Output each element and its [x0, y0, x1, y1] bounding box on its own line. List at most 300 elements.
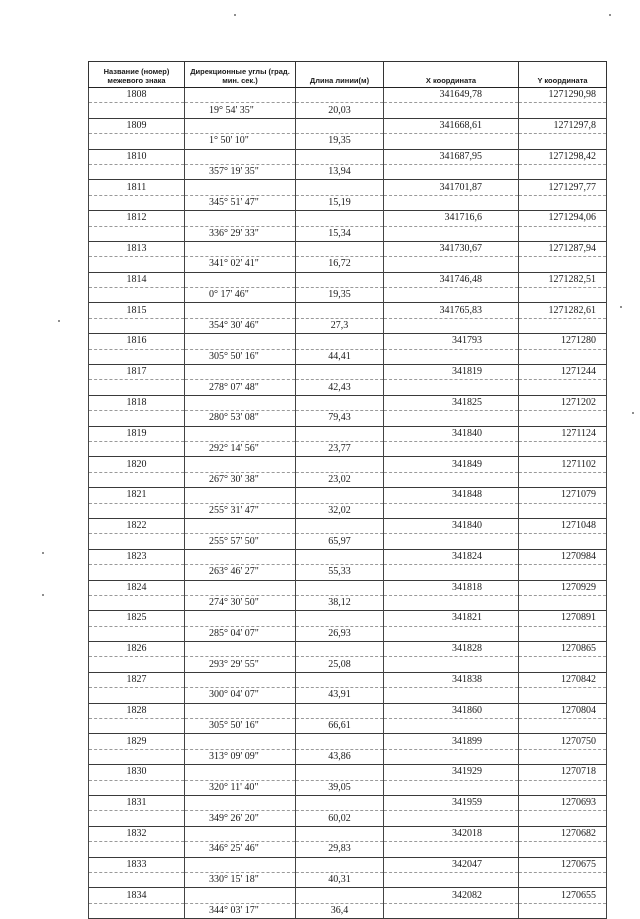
- cell-x-coordinate: 341765,83: [384, 303, 519, 318]
- cell-mark-name: 1820: [89, 457, 185, 472]
- cell-y-coordinate: [519, 719, 607, 734]
- cell-mark-name: [89, 134, 185, 149]
- cell-y-coordinate: [519, 288, 607, 303]
- cell-y-coordinate: 1270750: [519, 734, 607, 749]
- cell-mark-name: [89, 565, 185, 580]
- cell-angle: 344° 03' 17": [185, 903, 296, 918]
- cell-mark-name: [89, 780, 185, 795]
- cell-length: 40,31: [296, 872, 384, 887]
- cell-mark-name: [89, 657, 185, 672]
- cell-x-coordinate: [384, 811, 519, 826]
- cell-x-coordinate: [384, 657, 519, 672]
- cell-x-coordinate: [384, 749, 519, 764]
- cell-mark-name: [89, 318, 185, 333]
- cell-mark-name: [89, 842, 185, 857]
- table-row-mark: [89, 272, 607, 287]
- cell-mark-name: 1822: [89, 518, 185, 533]
- table-row-segment: [89, 380, 607, 395]
- cell-y-coordinate: 1271244: [519, 365, 607, 380]
- cell-y-coordinate: [519, 811, 607, 826]
- cell-y-coordinate: [519, 842, 607, 857]
- table-row-segment: [89, 288, 607, 303]
- cell-mark-name: 1817: [89, 365, 185, 380]
- cell-x-coordinate: [384, 626, 519, 641]
- cell-x-coordinate: [384, 903, 519, 918]
- cell-mark-name: 1819: [89, 426, 185, 441]
- table-row-mark: [89, 826, 607, 841]
- cell-angle: [185, 149, 296, 164]
- cell-mark-name: 1832: [89, 826, 185, 841]
- table-row-mark: [89, 672, 607, 687]
- cell-angle: 293° 29' 55": [185, 657, 296, 672]
- table-row-mark: [89, 611, 607, 626]
- cell-mark-name: 1834: [89, 888, 185, 903]
- table-row-segment: [89, 626, 607, 641]
- scan-speck: [632, 412, 634, 414]
- cell-y-coordinate: [519, 780, 607, 795]
- table-row-mark: [89, 580, 607, 595]
- cell-mark-name: [89, 903, 185, 918]
- cell-y-coordinate: 1271048: [519, 518, 607, 533]
- table-row-mark: [89, 888, 607, 903]
- cell-y-coordinate: [519, 657, 607, 672]
- table-row-segment: [89, 318, 607, 333]
- cell-y-coordinate: 1270718: [519, 765, 607, 780]
- cell-mark-name: 1823: [89, 549, 185, 564]
- cell-x-coordinate: [384, 503, 519, 518]
- table-row-mark: [89, 703, 607, 718]
- cell-mark-name: [89, 472, 185, 487]
- cell-angle: 357° 19' 35": [185, 164, 296, 179]
- cell-angle: [185, 365, 296, 380]
- header-x-coordinate: X координата: [384, 62, 519, 88]
- cell-angle: [185, 857, 296, 872]
- cell-angle: [185, 642, 296, 657]
- cell-mark-name: 1810: [89, 149, 185, 164]
- cell-length: [296, 211, 384, 226]
- table-row-segment: [89, 472, 607, 487]
- cell-x-coordinate: 341840: [384, 426, 519, 441]
- cell-x-coordinate: 341899: [384, 734, 519, 749]
- cell-angle: 255° 31' 47": [185, 503, 296, 518]
- cell-mark-name: [89, 595, 185, 610]
- cell-y-coordinate: 1270693: [519, 795, 607, 810]
- cell-x-coordinate: 341819: [384, 365, 519, 380]
- cell-y-coordinate: 1271282,61: [519, 303, 607, 318]
- cell-mark-name: [89, 349, 185, 364]
- cell-length: [296, 334, 384, 349]
- cell-length: [296, 303, 384, 318]
- cell-length: [296, 180, 384, 195]
- cell-y-coordinate: 1270865: [519, 642, 607, 657]
- cell-mark-name: 1833: [89, 857, 185, 872]
- cell-length: [296, 888, 384, 903]
- cell-angle: 354° 30' 46": [185, 318, 296, 333]
- cell-angle: 263° 46' 27": [185, 565, 296, 580]
- cell-angle: [185, 211, 296, 226]
- cell-length: 60,02: [296, 811, 384, 826]
- cell-length: 38,12: [296, 595, 384, 610]
- scan-speck: [234, 14, 236, 16]
- table-row-segment: [89, 103, 607, 118]
- cell-y-coordinate: [519, 565, 607, 580]
- cell-x-coordinate: [384, 134, 519, 149]
- cell-x-coordinate: 341821: [384, 611, 519, 626]
- table-row-segment: [89, 257, 607, 272]
- cell-length: [296, 149, 384, 164]
- cell-length: [296, 826, 384, 841]
- table-row-mark: [89, 518, 607, 533]
- cell-y-coordinate: [519, 195, 607, 210]
- cell-angle: 349° 26' 20": [185, 811, 296, 826]
- cell-angle: 267° 30' 38": [185, 472, 296, 487]
- cell-length: 15,34: [296, 226, 384, 241]
- cell-y-coordinate: 1271282,51: [519, 272, 607, 287]
- table-row-segment: [89, 842, 607, 857]
- cell-y-coordinate: [519, 595, 607, 610]
- cell-x-coordinate: 342047: [384, 857, 519, 872]
- cell-y-coordinate: [519, 318, 607, 333]
- cell-x-coordinate: 341701,87: [384, 180, 519, 195]
- cell-mark-name: 1814: [89, 272, 185, 287]
- cell-length: 44,41: [296, 349, 384, 364]
- cell-y-coordinate: [519, 380, 607, 395]
- cell-y-coordinate: 1270842: [519, 672, 607, 687]
- table-row-segment: [89, 164, 607, 179]
- table-row-mark: [89, 180, 607, 195]
- cell-x-coordinate: 342018: [384, 826, 519, 841]
- header-angles: Дирекционные углы (град. мин. сек.): [185, 62, 296, 88]
- table-row-segment: [89, 688, 607, 703]
- cell-y-coordinate: 1270675: [519, 857, 607, 872]
- cell-mark-name: [89, 103, 185, 118]
- cell-mark-name: 1808: [89, 88, 185, 103]
- cell-mark-name: [89, 288, 185, 303]
- cell-length: [296, 857, 384, 872]
- cell-mark-name: [89, 257, 185, 272]
- cell-angle: [185, 334, 296, 349]
- cell-length: 43,86: [296, 749, 384, 764]
- cell-length: 36,4: [296, 903, 384, 918]
- cell-mark-name: [89, 503, 185, 518]
- cell-length: 23,77: [296, 441, 384, 456]
- cell-x-coordinate: 341838: [384, 672, 519, 687]
- cell-x-coordinate: [384, 226, 519, 241]
- cell-angle: [185, 765, 296, 780]
- cell-angle: 255° 57' 50": [185, 534, 296, 549]
- cell-length: [296, 549, 384, 564]
- cell-mark-name: [89, 534, 185, 549]
- cell-length: 32,02: [296, 503, 384, 518]
- table-header: [89, 62, 607, 88]
- table-row-segment: [89, 134, 607, 149]
- cell-y-coordinate: 1270655: [519, 888, 607, 903]
- cell-angle: [185, 118, 296, 133]
- cell-x-coordinate: 341716,6: [384, 211, 519, 226]
- cell-angle: [185, 241, 296, 256]
- cell-angle: [185, 795, 296, 810]
- boundary-marks-table: [88, 61, 607, 919]
- cell-y-coordinate: [519, 226, 607, 241]
- table-row-mark: [89, 303, 607, 318]
- cell-y-coordinate: 1270682: [519, 826, 607, 841]
- table-row-mark: [89, 118, 607, 133]
- cell-mark-name: 1828: [89, 703, 185, 718]
- cell-length: [296, 611, 384, 626]
- cell-mark-name: [89, 626, 185, 641]
- cell-mark-name: 1830: [89, 765, 185, 780]
- cell-y-coordinate: [519, 441, 607, 456]
- cell-x-coordinate: [384, 872, 519, 887]
- cell-length: 29,83: [296, 842, 384, 857]
- cell-length: 39,05: [296, 780, 384, 795]
- cell-angle: [185, 518, 296, 533]
- table-row-segment: [89, 441, 607, 456]
- table-row-segment: [89, 195, 607, 210]
- cell-length: [296, 365, 384, 380]
- table-row-mark: [89, 549, 607, 564]
- cell-y-coordinate: [519, 349, 607, 364]
- cell-x-coordinate: 341668,61: [384, 118, 519, 133]
- cell-y-coordinate: [519, 626, 607, 641]
- table-row-segment: [89, 903, 607, 918]
- cell-x-coordinate: [384, 842, 519, 857]
- cell-length: 25,08: [296, 657, 384, 672]
- cell-x-coordinate: 342082: [384, 888, 519, 903]
- cell-length: 16,72: [296, 257, 384, 272]
- cell-mark-name: 1811: [89, 180, 185, 195]
- cell-mark-name: 1809: [89, 118, 185, 133]
- table-row-segment: [89, 226, 607, 241]
- cell-y-coordinate: [519, 688, 607, 703]
- cell-angle: [185, 611, 296, 626]
- cell-y-coordinate: 1270891: [519, 611, 607, 626]
- cell-angle: 313° 09' 09": [185, 749, 296, 764]
- cell-angle: [185, 826, 296, 841]
- header-y-coordinate: Y координата: [519, 62, 607, 88]
- cell-length: 27,3: [296, 318, 384, 333]
- table-row-segment: [89, 534, 607, 549]
- cell-mark-name: [89, 811, 185, 826]
- cell-mark-name: [89, 226, 185, 241]
- cell-angle: 305° 50' 16": [185, 719, 296, 734]
- cell-x-coordinate: [384, 688, 519, 703]
- table-row-mark: [89, 211, 607, 226]
- cell-length: [296, 488, 384, 503]
- table-row-segment: [89, 719, 607, 734]
- cell-angle: 278° 07' 48": [185, 380, 296, 395]
- cell-mark-name: 1827: [89, 672, 185, 687]
- table-row-segment: [89, 503, 607, 518]
- cell-length: 55,33: [296, 565, 384, 580]
- cell-angle: 320° 11' 40": [185, 780, 296, 795]
- cell-angle: [185, 488, 296, 503]
- table-row-segment: [89, 595, 607, 610]
- cell-mark-name: 1831: [89, 795, 185, 810]
- cell-length: [296, 426, 384, 441]
- table-row-mark: [89, 488, 607, 503]
- cell-y-coordinate: 1271102: [519, 457, 607, 472]
- cell-y-coordinate: 1271124: [519, 426, 607, 441]
- cell-length: [296, 395, 384, 410]
- table-row-segment: [89, 657, 607, 672]
- cell-y-coordinate: 1271297,77: [519, 180, 607, 195]
- cell-length: 43,91: [296, 688, 384, 703]
- cell-angle: 336° 29' 33": [185, 226, 296, 241]
- cell-angle: 330° 15' 18": [185, 872, 296, 887]
- cell-angle: 345° 51' 47": [185, 195, 296, 210]
- cell-mark-name: [89, 195, 185, 210]
- cell-length: 26,93: [296, 626, 384, 641]
- table-row-mark: [89, 149, 607, 164]
- cell-x-coordinate: [384, 318, 519, 333]
- cell-mark-name: 1824: [89, 580, 185, 595]
- table-row-mark: [89, 365, 607, 380]
- cell-y-coordinate: [519, 164, 607, 179]
- cell-mark-name: 1821: [89, 488, 185, 503]
- cell-y-coordinate: [519, 749, 607, 764]
- cell-x-coordinate: [384, 411, 519, 426]
- cell-angle: [185, 549, 296, 564]
- table-row-mark: [89, 795, 607, 810]
- cell-x-coordinate: [384, 595, 519, 610]
- cell-x-coordinate: 341825: [384, 395, 519, 410]
- cell-angle: [185, 672, 296, 687]
- scan-speck: [620, 306, 622, 308]
- cell-mark-name: 1816: [89, 334, 185, 349]
- table-row-mark: [89, 334, 607, 349]
- cell-y-coordinate: [519, 134, 607, 149]
- cell-angle: [185, 180, 296, 195]
- cell-x-coordinate: 341929: [384, 765, 519, 780]
- cell-angle: 19° 54' 35": [185, 103, 296, 118]
- cell-mark-name: 1825: [89, 611, 185, 626]
- cell-x-coordinate: [384, 164, 519, 179]
- cell-x-coordinate: 341959: [384, 795, 519, 810]
- cell-mark-name: [89, 688, 185, 703]
- cell-y-coordinate: [519, 257, 607, 272]
- cell-length: [296, 518, 384, 533]
- cell-x-coordinate: 341793: [384, 334, 519, 349]
- table-row-segment: [89, 780, 607, 795]
- cell-x-coordinate: [384, 719, 519, 734]
- cell-length: 42,43: [296, 380, 384, 395]
- cell-length: [296, 765, 384, 780]
- cell-y-coordinate: 1270929: [519, 580, 607, 595]
- cell-angle: [185, 395, 296, 410]
- cell-length: [296, 241, 384, 256]
- cell-length: 19,35: [296, 134, 384, 149]
- cell-length: 13,94: [296, 164, 384, 179]
- cell-x-coordinate: 341848: [384, 488, 519, 503]
- cell-x-coordinate: [384, 195, 519, 210]
- cell-angle: [185, 88, 296, 103]
- cell-mark-name: 1815: [89, 303, 185, 318]
- table-row-mark: [89, 457, 607, 472]
- cell-x-coordinate: [384, 349, 519, 364]
- cell-x-coordinate: [384, 472, 519, 487]
- table-body: [89, 88, 607, 919]
- scan-speck: [609, 14, 611, 16]
- cell-length: [296, 457, 384, 472]
- cell-length: 19,35: [296, 288, 384, 303]
- cell-mark-name: [89, 441, 185, 456]
- cell-length: 79,43: [296, 411, 384, 426]
- cell-y-coordinate: 1271290,98: [519, 88, 607, 103]
- cell-y-coordinate: 1271294,06: [519, 211, 607, 226]
- cell-mark-name: [89, 164, 185, 179]
- cell-length: [296, 795, 384, 810]
- cell-length: [296, 118, 384, 133]
- cell-angle: 280° 53' 08": [185, 411, 296, 426]
- cell-length: 20,03: [296, 103, 384, 118]
- cell-angle: 305° 50' 16": [185, 349, 296, 364]
- cell-x-coordinate: 341840: [384, 518, 519, 533]
- cell-x-coordinate: 341687,95: [384, 149, 519, 164]
- cell-x-coordinate: [384, 288, 519, 303]
- cell-y-coordinate: 1271298,42: [519, 149, 607, 164]
- table-row-segment: [89, 411, 607, 426]
- cell-y-coordinate: [519, 534, 607, 549]
- cell-angle: 274° 30' 50": [185, 595, 296, 610]
- cell-angle: 1° 50' 10": [185, 134, 296, 149]
- cell-x-coordinate: 341649,78: [384, 88, 519, 103]
- table-row-mark: [89, 642, 607, 657]
- cell-x-coordinate: 341746,48: [384, 272, 519, 287]
- cell-x-coordinate: 341860: [384, 703, 519, 718]
- cell-y-coordinate: 1271297,8: [519, 118, 607, 133]
- cell-length: 23,02: [296, 472, 384, 487]
- cell-angle: 292° 14' 56": [185, 441, 296, 456]
- table-row-mark: [89, 426, 607, 441]
- cell-angle: [185, 457, 296, 472]
- cell-y-coordinate: 1270804: [519, 703, 607, 718]
- cell-y-coordinate: [519, 472, 607, 487]
- cell-mark-name: [89, 749, 185, 764]
- cell-length: [296, 642, 384, 657]
- cell-angle: [185, 303, 296, 318]
- cell-angle: [185, 272, 296, 287]
- table-row-mark: [89, 88, 607, 103]
- cell-angle: 300° 04' 07": [185, 688, 296, 703]
- scan-speck: [42, 552, 44, 554]
- cell-mark-name: [89, 719, 185, 734]
- cell-angle: [185, 734, 296, 749]
- cell-length: 65,97: [296, 534, 384, 549]
- cell-y-coordinate: 1271079: [519, 488, 607, 503]
- cell-y-coordinate: [519, 872, 607, 887]
- table-row-segment: [89, 565, 607, 580]
- cell-length: [296, 88, 384, 103]
- cell-y-coordinate: [519, 103, 607, 118]
- cell-x-coordinate: [384, 441, 519, 456]
- header-length: Длина линии(м): [296, 62, 384, 88]
- cell-x-coordinate: 341730,67: [384, 241, 519, 256]
- cell-x-coordinate: 341824: [384, 549, 519, 564]
- cell-length: 15,19: [296, 195, 384, 210]
- cell-y-coordinate: 1271287,94: [519, 241, 607, 256]
- cell-mark-name: 1829: [89, 734, 185, 749]
- table-row-mark: [89, 857, 607, 872]
- cell-length: [296, 272, 384, 287]
- table-row-mark: [89, 395, 607, 410]
- cell-angle: 0° 17' 46": [185, 288, 296, 303]
- cell-mark-name: 1818: [89, 395, 185, 410]
- cell-mark-name: [89, 380, 185, 395]
- cell-y-coordinate: 1271280: [519, 334, 607, 349]
- cell-angle: 285° 04' 07": [185, 626, 296, 641]
- table-row-mark: [89, 241, 607, 256]
